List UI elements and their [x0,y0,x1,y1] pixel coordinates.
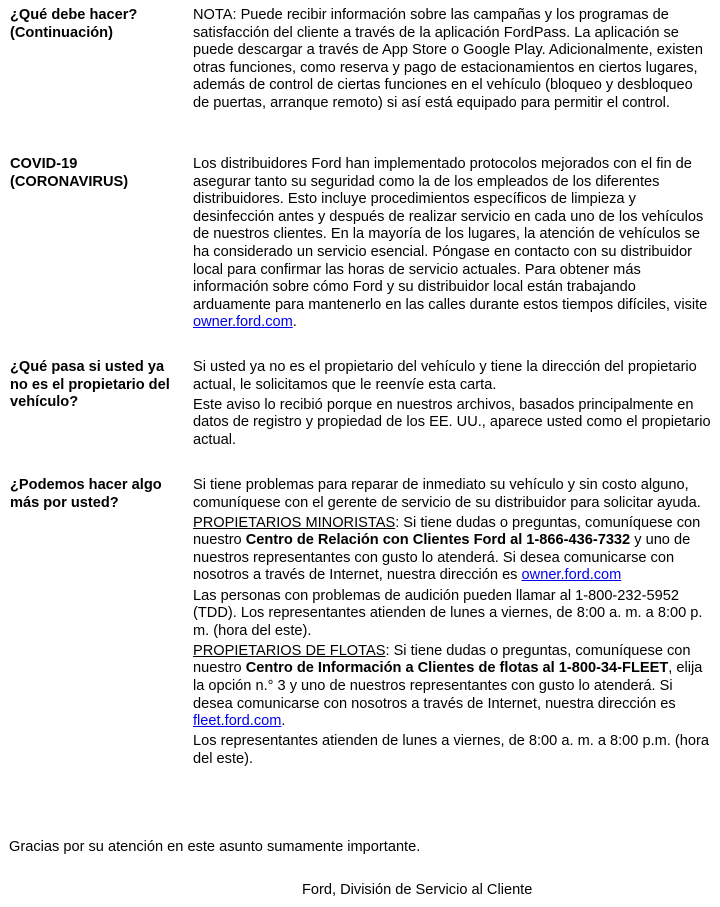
covid-paragraph [193,156,713,332]
owner-ford-link[interactable]: owner.ford.com [193,314,293,331]
signature: Ford, División de Servicio al Cliente [302,882,533,898]
fleet-owners-paragraph [193,643,713,731]
notice-reason-paragraph: Este aviso lo recibió porque en nuestros archivos, basados principalmente en datos de registro y propiedad de los EE. UU., aparece usted como el propietario actual. [193,396,711,448]
fleet-pre: : Si tiene dudas o preguntas, comuníquese con nuestro [193,642,691,677]
representatives-hours-paragraph: Los representantes atienden de lunes a viernes, de 8:00 a. m. a 8:00 p.m. (hora del este). [193,733,709,767]
section-body [193,156,713,334]
section-label: ¿Qué pasa si usted ya no es el propietario del vehículo? [10,359,170,411]
retail-owners-heading: PROPIETARIOS MINORISTAS [193,514,396,531]
hearing-impaired-paragraph: Las personas con problemas de audición pueden llamar al 1-800-232-5952 (TDD). Los representantes atienden de lunes a viernes, de 8:00 a. m. a 8:00 p. m. (hora del este). [193,587,703,639]
fleet-contact-center: Centro de Información a Clientes de flotas al 1-800-34-FLEET [245,660,669,677]
retail-pre: : Si tiene dudas o preguntas, comuníquese con nuestro [193,514,701,549]
repair-problems-paragraph: Si tiene problemas para reparar de inmediato su vehículo y sin costo alguno, comuníquese con el gerente de servicio de su distribuidor para solicitar ayuda. [193,477,701,511]
section-label: ¿Qué debe hacer? (Continuación) [10,7,138,41]
section-body [193,359,713,452]
note-paragraph: NOTA: Puede recibir información sobre las campañas y los programas de satisfacción del cliente a través de la aplicación FordPass. La aplicación se puede descargar a través de App Store o Google Play. Adicionalmente, existen otras funciones, como reserva y pago de estacionamientos en ciertos lugares, además de control de ciertas funciones en el vehículo (bloqueo y desbloqueo de puertas, arranque remoto) si así está equipado para permitir el control. [193,7,704,111]
retail-post: y uno de nuestros representantes con gusto lo atenderá. Si desea comunicarse con nosotros a través de Internet, nuestra dirección es [193,532,691,584]
paragraph-end: . [292,314,297,331]
closing-text: Gracias por su atención en este asunto sumamente importante. [9,839,421,855]
forward-letter-paragraph: Si usted ya no es el propietario del vehículo y tiene la dirección del propietario actual, le solicitamos que le reenvíe esta carta. [193,359,697,393]
section-label: ¿Podemos hacer algo más por usted? [10,477,162,511]
fleet-end: . [281,713,286,730]
fleet-post: , elija la opción n.° 3 y uno de nuestros representantes con gusto lo atenderá. Si desea comunicarse con nosotros a través de Internet, nuestra dirección es [193,660,703,712]
section-body [193,477,713,771]
section-body [193,7,713,115]
retail-owners-paragraph [193,515,713,585]
section-label: COVID-19 (CORONAVIRUS) [10,156,129,190]
fleet-ford-link[interactable]: fleet.ford.com [193,713,282,730]
retail-contact-center: Centro de Relación con Clientes Ford al 1-866-436-7332 [245,532,631,549]
paragraph-text: Los distribuidores Ford han implementado protocolos mejorados con el fin de asegurar tanto su seguridad como la de los empleados de los diferentes distribuidores. Esto incluye procedimientos específicos de limpieza y desinfección antes y después de realizar servicio en cada uno de los vehículos de nuestros clientes. En la mayoría de los lugares, la atención de vehículos se ha considerado un servicio esencial. Póngase en contacto con su distribuidor local para confirmar las horas de servicio actuales. Para obtener más información sobre cómo Ford y su distribuidor local están trabajando arduamente para mantenerlo en las calles durante estos tiempos difíciles, visite [193,156,708,313]
fleet-owners-heading: PROPIETARIOS DE FLOTAS [193,642,386,659]
owner-ford-link[interactable]: owner.ford.com [521,567,622,584]
